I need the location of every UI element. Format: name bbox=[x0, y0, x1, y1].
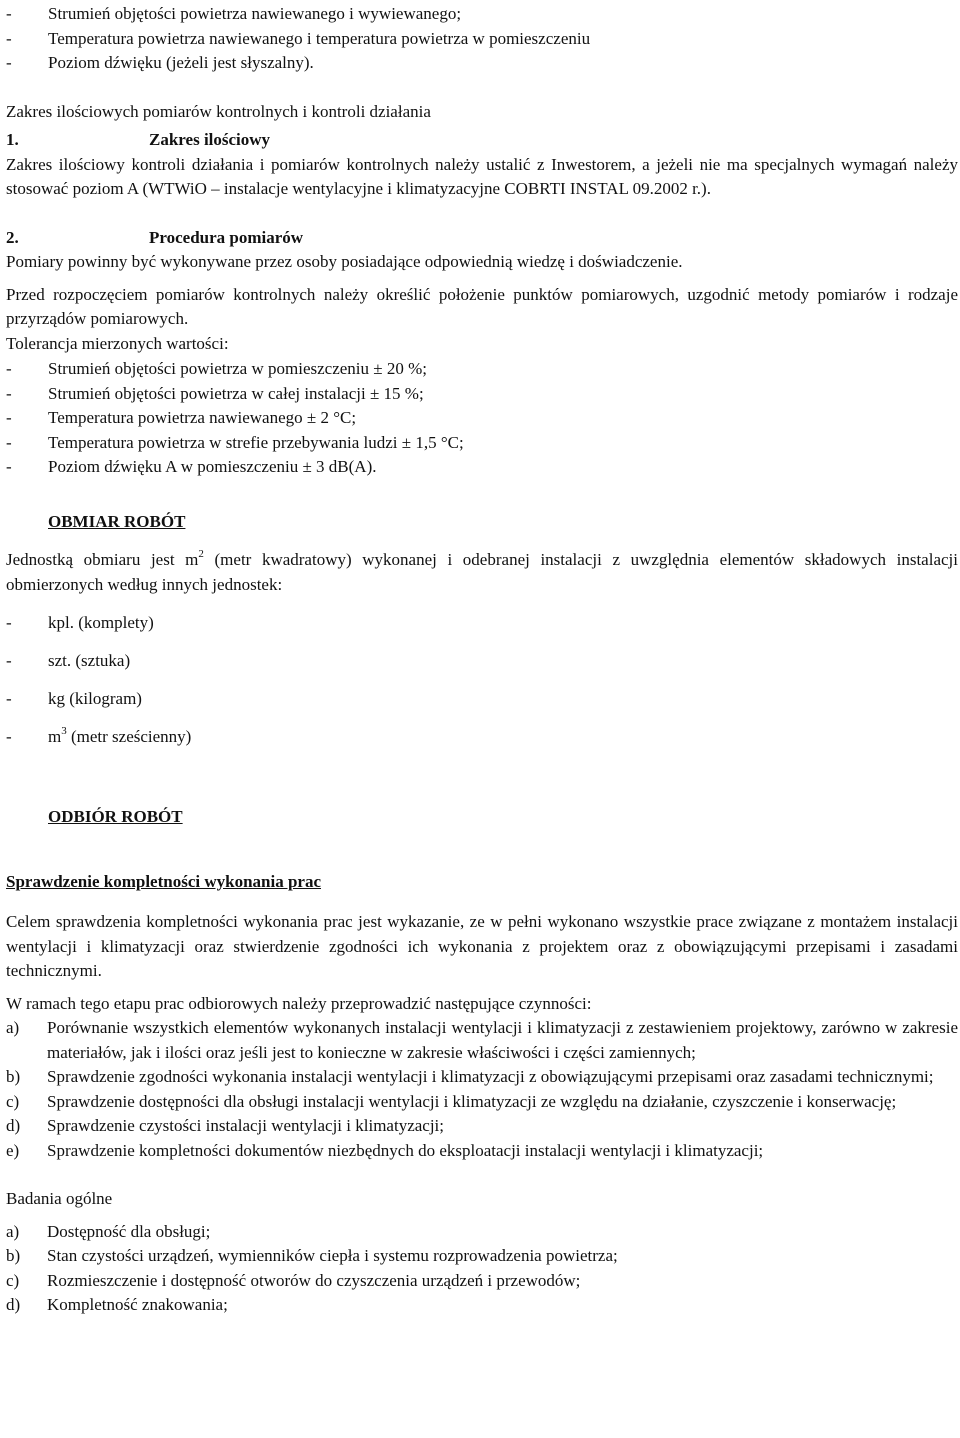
dash-marker: - bbox=[6, 4, 12, 23]
list-item-text: Sprawdzenie kompletności dokumentów niezbędnych do eksploatacji instalacji wentylacji i klimatyzacji; bbox=[47, 1140, 764, 1160]
section-2-title: Procedura pomiarów bbox=[149, 227, 304, 247]
list-item bbox=[6, 382, 958, 407]
list-item bbox=[6, 1065, 958, 1090]
superscript: 2 bbox=[198, 548, 204, 560]
list-item-text: Dostępność dla obsługi; bbox=[47, 1221, 211, 1241]
section-1-number: 1. bbox=[6, 130, 19, 149]
list-item bbox=[6, 1293, 958, 1318]
list-item bbox=[6, 27, 958, 52]
list-item bbox=[6, 687, 958, 725]
section-2-text-2: Przed rozpoczęciem pomiarów kontrolnych należy określić położenie punktów pomiarowych, uzgodnić metody pomiarów i rodzaje przyrządów pomiarowych. bbox=[6, 284, 958, 328]
list-marker: a) bbox=[6, 1018, 20, 1037]
units-list bbox=[6, 611, 958, 763]
list-item-text: (metr sześcienny) bbox=[66, 727, 192, 746]
section-2-number: 2. bbox=[6, 227, 19, 247]
list-item bbox=[6, 1269, 958, 1294]
list-item-text: Strumień objętości powietrza w całej instalacji ± 15 %; bbox=[48, 383, 424, 403]
list-item bbox=[6, 649, 958, 687]
obmiar-text bbox=[6, 548, 958, 597]
list-marker: b) bbox=[6, 1246, 21, 1265]
general-tests-list bbox=[6, 1220, 958, 1318]
tolerance-list bbox=[6, 357, 958, 480]
list-item bbox=[6, 611, 958, 649]
dash-marker: - bbox=[6, 457, 12, 476]
list-item bbox=[6, 1220, 958, 1245]
list-item-text: Stan czystości urządzeń, wymienników ciepła i systemu rozprowadzenia powietrza; bbox=[47, 1246, 618, 1265]
list-item bbox=[6, 1139, 958, 1164]
list-item-text: Porównanie wszystkich elementów wykonanych instalacji wentylacji i klimatyzacji z zestawieniem projektowy, zarówno w zakresie materiałów, jak i ilości oraz jeśli jest to konieczne w zakresie właściwości i części zamiennych; bbox=[47, 1018, 958, 1062]
dash-marker: - bbox=[6, 613, 12, 632]
dash-marker: - bbox=[6, 28, 12, 48]
section-1-text: Zakres ilościowy kontroli działania i pomiarów kontrolnych należy ustalić z Inwestorem, a jeżeli nie ma specjalnych wymagań należy stosować poziom A (WTWiO – instalacje wentylacyjne i klimatyzacyjne COBRTI INSTAL 09.2002 r.). bbox=[6, 154, 958, 198]
list-item-text: kg (kilogram) bbox=[48, 689, 142, 708]
superscript: 3 bbox=[61, 725, 67, 737]
list-item bbox=[6, 1114, 958, 1139]
obmiar-text-part: (metr kwadratowy) wykonanej i odebranej instalacji z uwzględnia elementów składowych instalacji obmierzonych według innych jednostek: bbox=[6, 550, 958, 594]
obmiar-title: OBMIAR ROBÓT bbox=[48, 511, 186, 531]
list-marker: c) bbox=[6, 1091, 20, 1111]
list-marker: b) bbox=[6, 1067, 21, 1086]
list-item-text: Rozmieszczenie i dostępność otworów do czyszczenia urządzeń i przewodów; bbox=[47, 1270, 581, 1290]
list-marker: d) bbox=[6, 1295, 21, 1314]
list-marker: d) bbox=[6, 1116, 21, 1135]
section-title: Zakres ilościowych pomiarów kontrolnych i kontroli działania bbox=[6, 101, 431, 121]
obmiar-text-part: Jednostką obmiaru jest m bbox=[6, 550, 199, 569]
odbior-title: ODBIÓR ROBÓT bbox=[48, 807, 183, 826]
list-item-text: Sprawdzenie dostępności dla obsługi instalacji wentylacji i klimatyzacji ze względu na działanie, czyszczenie i konserwację; bbox=[47, 1091, 897, 1111]
section-1-heading bbox=[6, 128, 958, 153]
list-item-text: Strumień objętości powietrza nawiewanego i wywiewanego; bbox=[48, 4, 462, 23]
list-item bbox=[6, 455, 958, 480]
odbior-text-1: Celem sprawdzenia kompletności wykonania prac jest wykazanie, ze w pełni wykonano wszystkie prace związane z montażem instalacji wentylacji i klimatyzacji oraz stwierdzenie zgodności ich wykonania z projektem oraz z obowiązującymi przepisami i zasadami technicznymi. bbox=[6, 912, 958, 980]
list-item bbox=[6, 357, 958, 382]
list-item-text: szt. (sztuka) bbox=[48, 651, 131, 670]
list-item-text: Temperatura powietrza nawiewanego ± 2 °C; bbox=[48, 408, 357, 427]
list-item bbox=[6, 51, 958, 76]
list-item bbox=[6, 1016, 958, 1065]
general-tests-title: Badania ogólne bbox=[6, 1189, 113, 1208]
list-item-text: Kompletność znakowania; bbox=[47, 1295, 228, 1314]
steps-list bbox=[6, 1016, 958, 1163]
list-marker: e) bbox=[6, 1140, 20, 1160]
section-2-heading bbox=[6, 226, 958, 251]
dash-marker: - bbox=[6, 689, 12, 708]
section-1-title: Zakres ilościowy bbox=[149, 130, 271, 149]
list-item-text: kpl. (komplety) bbox=[48, 613, 154, 632]
dash-marker: - bbox=[6, 651, 12, 670]
list-item-text: Sprawdzenie zgodności wykonania instalacji wentylacji i klimatyzacji z obowiązującymi przepisami oraz zasadami technicznymi; bbox=[47, 1067, 934, 1086]
document-page bbox=[6, 2, 958, 1318]
dash-marker: - bbox=[6, 359, 12, 378]
intro-list bbox=[6, 2, 958, 76]
list-item-text: Sprawdzenie czystości instalacji wentylacji i klimatyzacji; bbox=[47, 1116, 445, 1135]
list-marker: a) bbox=[6, 1221, 20, 1241]
list-item-text: m bbox=[48, 727, 62, 746]
odbior-text-2: W ramach tego etapu prac odbiorowych należy przeprowadzić następujące czynności: bbox=[6, 993, 592, 1013]
tolerance-title: Tolerancja mierzonych wartości: bbox=[6, 333, 229, 353]
dash-marker: - bbox=[6, 727, 12, 746]
list-item-text: Temperatura powietrza nawiewanego i temperatura powietrza w pomieszczeniu bbox=[48, 28, 591, 48]
list-item bbox=[6, 1244, 958, 1269]
list-item-text: Poziom dźwięku A w pomieszczeniu ± 3 dB(A). bbox=[48, 457, 377, 476]
list-item bbox=[6, 725, 958, 763]
list-item-text: Temperatura powietrza w strefie przebywania ludzi ± 1,5 °C; bbox=[48, 432, 464, 452]
list-item bbox=[6, 431, 958, 456]
list-item bbox=[6, 1090, 958, 1115]
list-item-text: Poziom dźwięku (jeżeli jest słyszalny). bbox=[48, 53, 314, 72]
list-item bbox=[6, 2, 958, 27]
list-marker: c) bbox=[6, 1270, 20, 1290]
dash-marker: - bbox=[6, 53, 12, 72]
list-item-text: Strumień objętości powietrza w pomieszczeniu ± 20 %; bbox=[48, 359, 427, 378]
list-item bbox=[6, 406, 958, 431]
dash-marker: - bbox=[6, 432, 12, 452]
dash-marker: - bbox=[6, 383, 12, 403]
completeness-subtitle: Sprawdzenie kompletności wykonania prac bbox=[6, 871, 321, 891]
section-2-text-1: Pomiary powinny być wykonywane przez osoby posiadające odpowiednią wiedzę i doświadczenie. bbox=[6, 252, 683, 271]
dash-marker: - bbox=[6, 408, 12, 427]
